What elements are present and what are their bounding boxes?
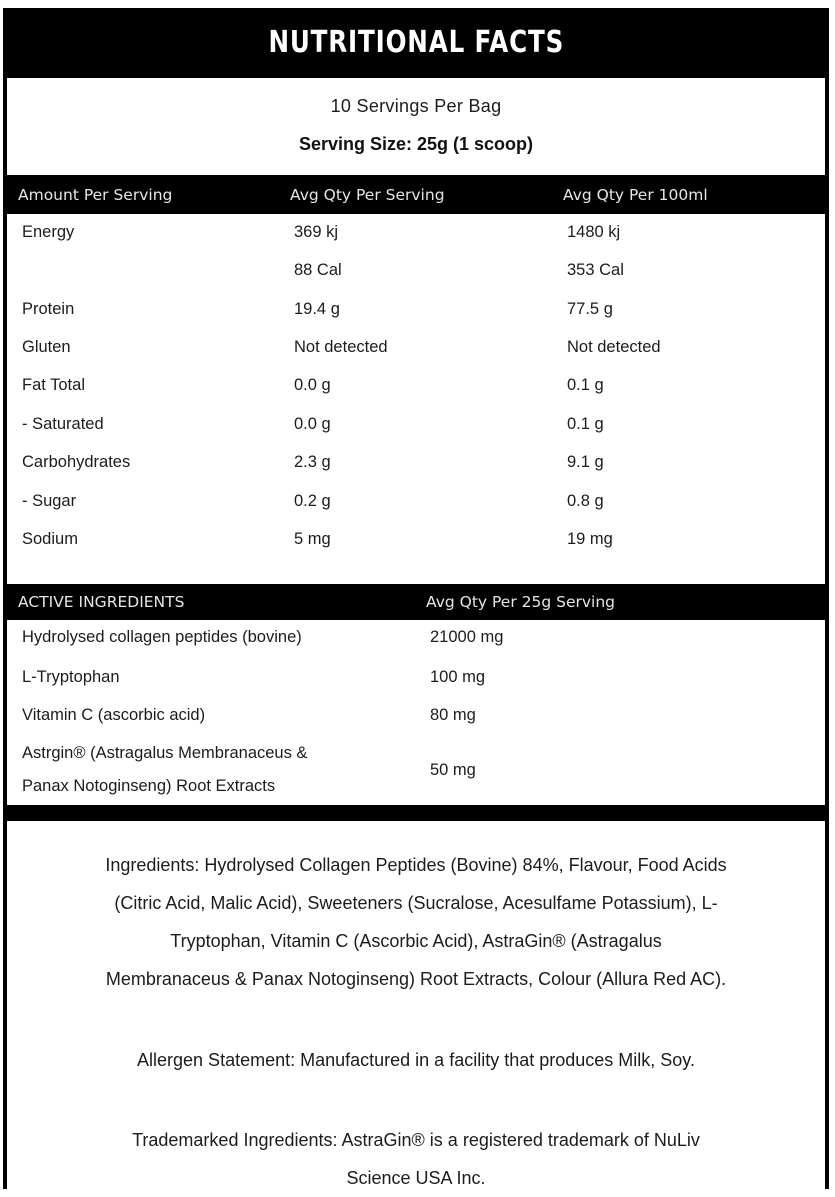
ingredient-name-line-2: Panax Notoginseng) Root Extracts bbox=[22, 777, 276, 795]
nutrient-per-100: 0.8 g bbox=[567, 492, 604, 510]
section-divider bbox=[3, 805, 829, 821]
nutrient-per-100: 0.1 g bbox=[567, 376, 604, 394]
ingredients-statement bbox=[17, 846, 815, 998]
page-title: NUTRITIONAL FACTS bbox=[268, 25, 564, 60]
nutrition-panel bbox=[3, 8, 829, 1189]
nutrient-name: - Sugar bbox=[22, 492, 77, 510]
nutrient-per-100: 1480 kj bbox=[567, 223, 621, 241]
ingredient-name: Vitamin C (ascorbic acid) bbox=[22, 706, 206, 724]
trademark-line: Trademarked Ingredients: AstraGin® is a registered trademark of NuLiv bbox=[132, 1130, 700, 1150]
nutrient-per-serving: 19.4 g bbox=[294, 300, 340, 318]
column-header-per-100ml: Avg Qty Per 100ml bbox=[563, 185, 708, 204]
active-ingredients-header bbox=[3, 584, 829, 620]
nutrition-table-header bbox=[3, 175, 829, 214]
ingredient-qty: 100 mg bbox=[430, 668, 486, 686]
nutrient-name: Energy bbox=[22, 223, 75, 241]
ingredient-qty: 50 mg bbox=[430, 761, 476, 779]
column-header-amount: Amount Per Serving bbox=[18, 185, 173, 204]
column-header-active-ingredients: ACTIVE INGREDIENTS bbox=[18, 593, 185, 611]
nutrient-per-100: 353 Cal bbox=[567, 261, 624, 279]
ingredient-name: L-Tryptophan bbox=[22, 668, 120, 686]
ingredients-line: Membranaceus & Panax Notoginseng) Root Extracts, Colour (Allura Red AC). bbox=[105, 969, 727, 989]
nutrient-name: Sodium bbox=[22, 530, 78, 548]
nutrient-name: Protein bbox=[22, 300, 75, 318]
title-bar bbox=[3, 8, 829, 78]
nutrient-per-serving: 369 kj bbox=[294, 223, 339, 241]
ingredient-name: Hydrolysed collagen peptides (bovine) bbox=[22, 628, 302, 646]
servings-per-pack: 10 Servings Per Bag bbox=[330, 96, 502, 116]
column-header-qty-per-25g: Avg Qty Per 25g Serving bbox=[426, 593, 616, 611]
ingredients-line: (Citric Acid, Malic Acid), Sweeteners (Sucralose, Acesulfame Potassium), L- bbox=[114, 893, 718, 913]
trademark-statement bbox=[17, 1121, 815, 1197]
nutrient-per-serving: 0.2 g bbox=[294, 492, 331, 510]
nutrient-per-serving: 0.0 g bbox=[294, 376, 331, 394]
allergen-statement: Allergen Statement: Manufactured in a facility that produces Milk, Soy. bbox=[137, 1050, 695, 1070]
nutrient-name: Fat Total bbox=[22, 376, 85, 394]
nutrient-per-100: 9.1 g bbox=[567, 453, 604, 471]
nutrient-per-serving: 5 mg bbox=[294, 530, 331, 548]
nutrient-per-serving: 0.0 g bbox=[294, 415, 331, 433]
nutrient-per-100: 77.5 g bbox=[567, 300, 613, 318]
ingredients-line: Ingredients: Hydrolysed Collagen Peptides (Bovine) 84%, Flavour, Food Acids bbox=[105, 855, 727, 875]
nutrient-per-100: Not detected bbox=[567, 338, 661, 356]
nutrient-name: Gluten bbox=[22, 338, 71, 356]
column-header-per-serving: Avg Qty Per Serving bbox=[290, 185, 445, 204]
nutrient-per-serving: Not detected bbox=[294, 338, 388, 356]
serving-size: Serving Size: 25g (1 scoop) bbox=[298, 134, 534, 154]
nutrient-name: - Saturated bbox=[22, 415, 104, 433]
ingredient-qty: 21000 mg bbox=[430, 628, 504, 646]
nutrient-per-serving: 2.3 g bbox=[294, 453, 331, 471]
nutrient-per-100: 19 mg bbox=[567, 530, 613, 548]
ingredients-line: Tryptophan, Vitamin C (Ascorbic Acid), AstraGin® (Astragalus bbox=[170, 931, 662, 951]
trademark-line: Science USA Inc. bbox=[346, 1168, 486, 1188]
nutrient-per-100: 0.1 g bbox=[567, 415, 604, 433]
nutrient-name: Carbohydrates bbox=[22, 453, 131, 471]
ingredient-qty: 80 mg bbox=[430, 706, 476, 724]
ingredient-name-line-1: Astrgin® (Astragalus Membranaceus & bbox=[22, 744, 308, 762]
nutrient-per-serving: 88 Cal bbox=[294, 261, 342, 279]
